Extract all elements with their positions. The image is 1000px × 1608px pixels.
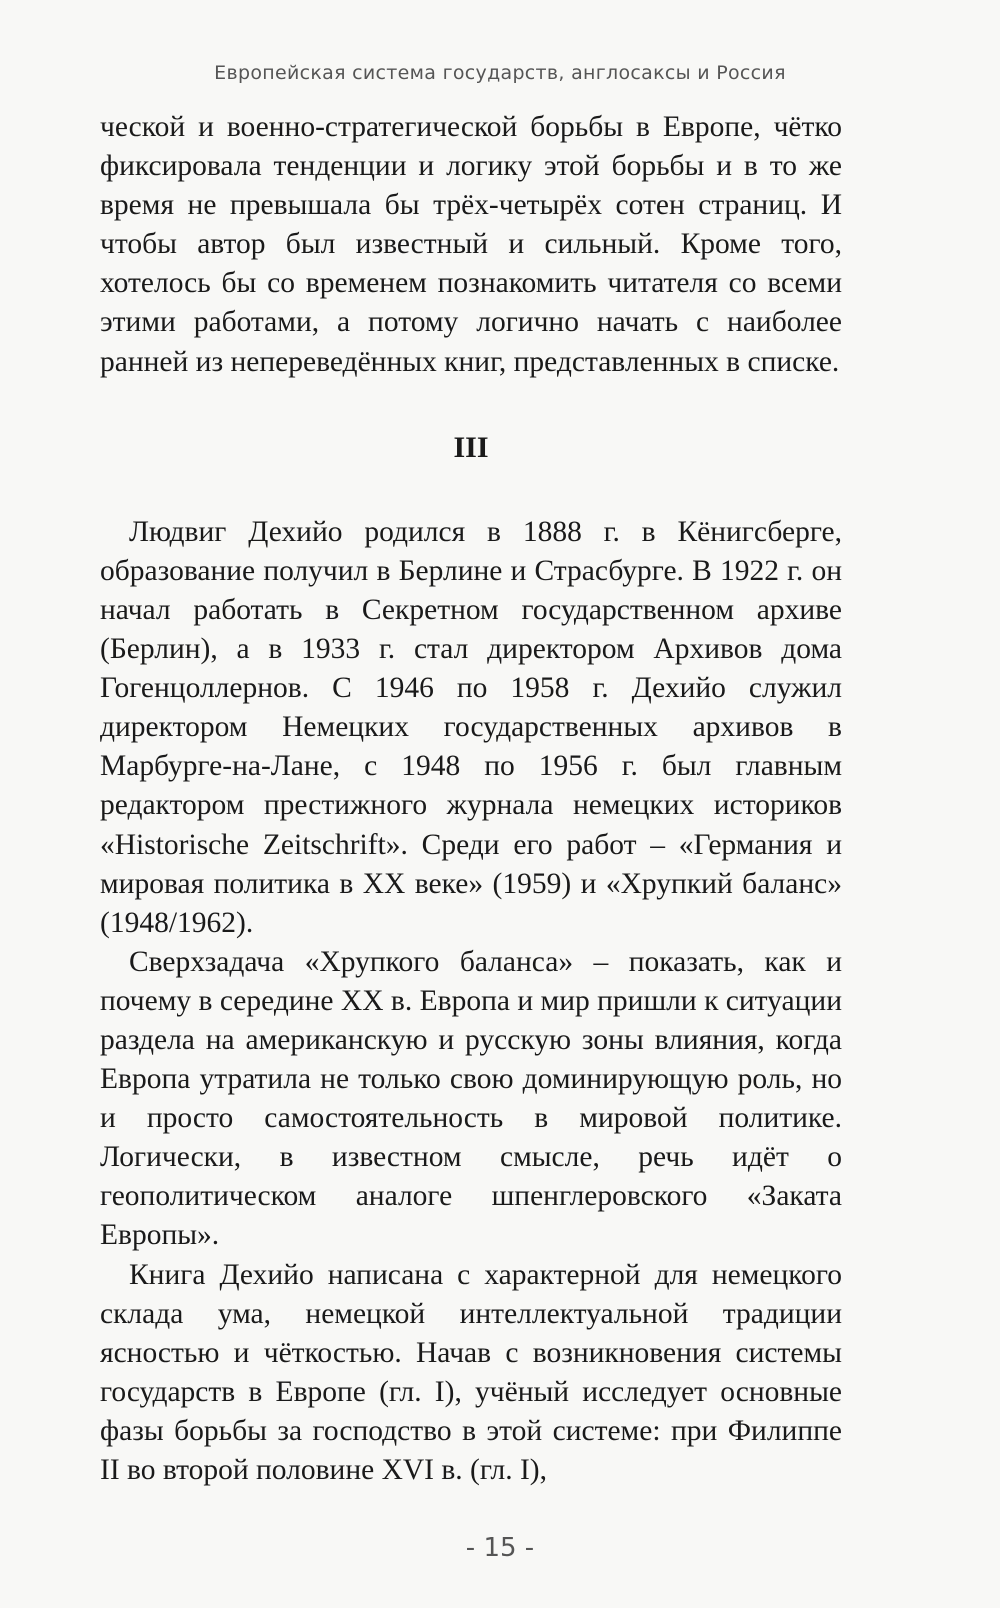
paragraph-book-style: Книга Дехийо написана с характерной для немецкого склада ума, немецкой интеллектуальной традиции ясностью и чёткостью. Начав с возникновения системы государств в Европе (гл. I), учёный исследует основные фазы борьбы за господство в этой системе: при Филиппе II во второй половине XVI в. (гл. I), [100, 1258, 842, 1486]
paragraph-continued: ческой и военно-стратегической борьбы в Европе, чётко фиксировала тенденции и логику этой борьбы и в то же время не превышала бы трёх-четырёх сотен страниц. И чтобы автор был известный и сильный. Кроме того, хотелось бы со временем познакомить читателя со всеми этими работами, а потому логично начать с наиболее ранней из непереведённых книг, представленных в списке. [100, 111, 842, 378]
main-text [100, 108, 842, 1490]
paragraph-dehio-bio: Людвиг Дехийо родился в 1888 г. в Кёнигсберге, образование получил в Берлине и Страсбурге. В 1922 г. он начал работать в Секретном государственном архиве (Берлин), а в 1933 г. стал директором Архивов дома Гогенцоллернов. С 1946 по 1958 г. Дехийо служил директором Немецких государственных архивов в Марбурге-на-Лане, с 1948 по 1956 г. был главным редактором престижного журнала немецких историков «Historische Zeitschrift». Среди его работ – «Германия и мировая политика в XX веке» (1959) и «Хрупкий баланс» (1948/1962). [100, 515, 842, 939]
paragraph-supertask: Сверхзадача «Хрупкого баланса» – показать, как и почему в середине XX в. Европа и мир пришли к ситуации раздела на американскую и русскую зоны влияния, когда Европа утратила не только свою доминирующую роль, но и просто самостоятельность в мировой политике. Логически, в известном смысле, речь идёт о геополитическом аналоге шпенглеровского «Заката Европы». [100, 945, 842, 1252]
running-head: Европейская система государств, англосаксы и Россия [214, 62, 786, 84]
page-number: - 15 - [465, 1533, 535, 1563]
section-heading: III [453, 430, 489, 464]
